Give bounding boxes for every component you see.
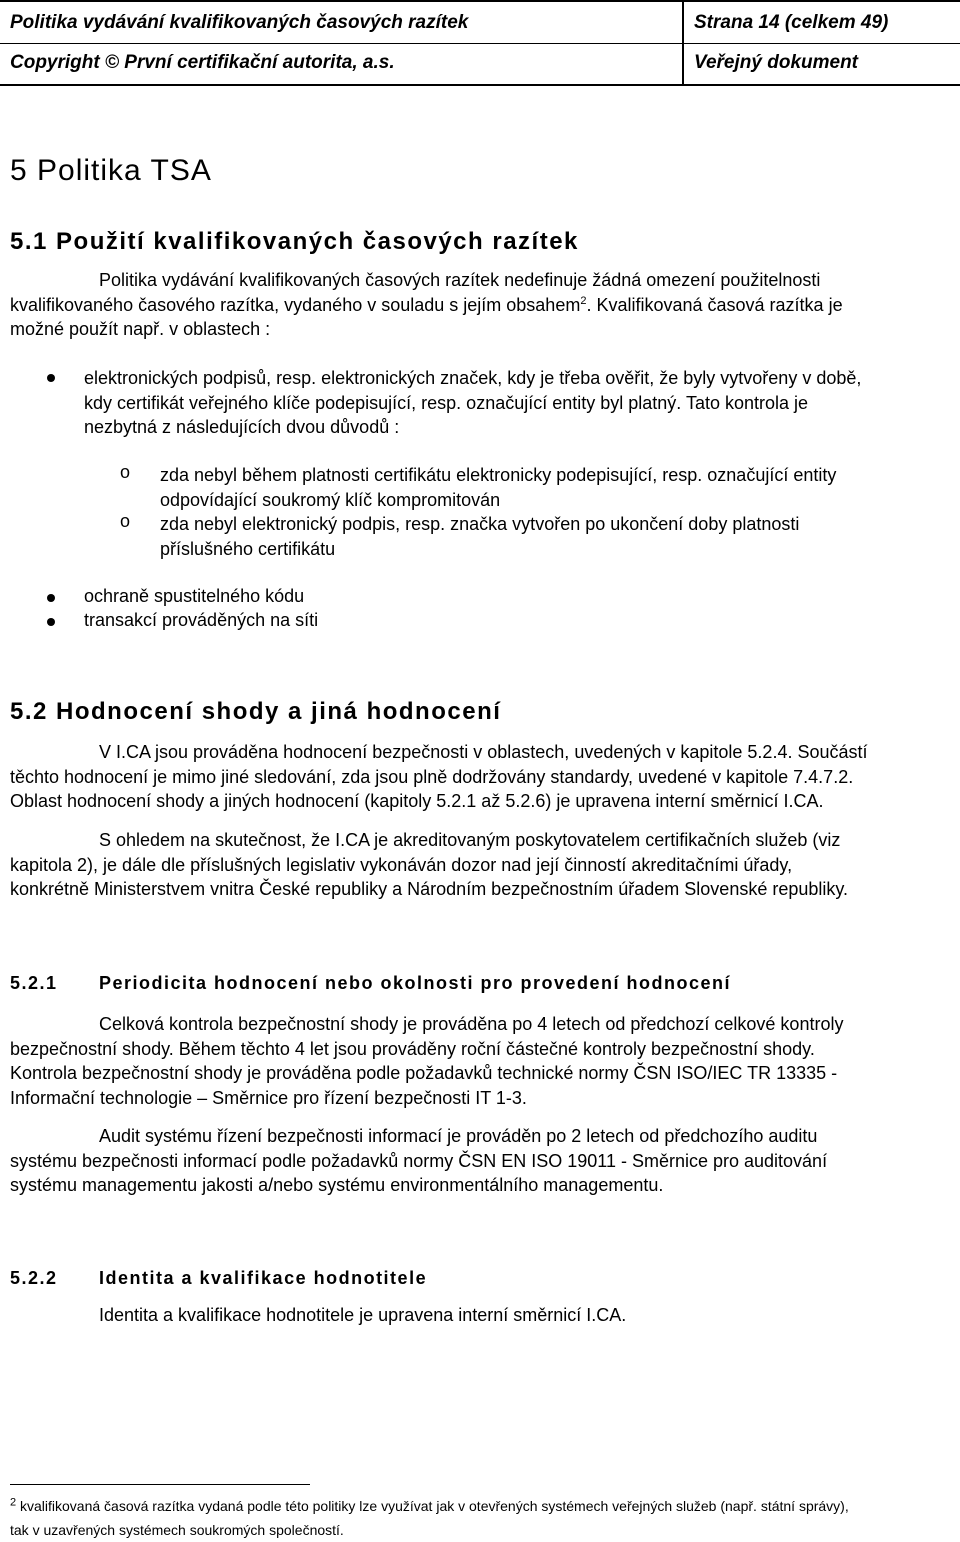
header-title: Politika vydávání kvalifikovaných časových razítek	[10, 12, 469, 33]
header-copyright: Copyright © První certifikační autorita, a.s.	[10, 52, 395, 73]
para-line: zda nebyl během platnosti certifikátu elektronicky podepisující, resp. označující entity	[160, 465, 837, 485]
para-line: Celková kontrola bezpečnostní shody je prováděna po 4 letech od předchozí celkové kontroly	[99, 1014, 844, 1034]
para-line: Audit systému řízení bezpečnosti informací je prováděn po 2 letech od předchozího auditu	[99, 1126, 818, 1146]
footnote-marker: 2	[10, 1496, 17, 1509]
header-separator	[682, 0, 684, 86]
subsection-number-5-2-1: 5.2.1	[10, 973, 58, 993]
subsection-number-5-2-2: 5.2.2	[10, 1268, 58, 1288]
para-line: kapitola 2), je dále dle příslušných legislativ vykonáván dozor nad její činností akreditačními úřady,	[10, 854, 793, 875]
footnote-line: tak v uzavřených systémech soukromých společností.	[10, 1522, 344, 1538]
paragraph-5-1-intro	[10, 268, 954, 342]
para-text: . Kvalifikovaná časová razítka je	[586, 294, 843, 315]
paragraph-5-2-second	[10, 828, 954, 902]
sub-bullet-item-1	[160, 463, 954, 512]
para-line: těchto hodnocení je mimo jiné sledování, zda jsou plně dodržovány standardy, uvedené v kapitole 7.4.7.2.	[10, 766, 854, 787]
para-line: Politika vydávání kvalifikovaných časových razítek nedefinuje žádná omezení použitelnosti	[99, 270, 821, 290]
para-line: odpovídající soukromý klíč kompromitován	[160, 489, 501, 510]
footnote-text: kvalifikovaná časová razítka vydaná podle této politiky lze využívat jak v otevřených systémech veřejných služeb (např. státní správy),	[20, 1498, 849, 1514]
para-line: příslušného certifikátu	[160, 538, 336, 559]
bullet-item-transactions: transakcí prováděných na síti	[84, 610, 319, 630]
para-line: nezbytná z následujících dvou důvodů :	[84, 417, 400, 437]
para-line: systému managementu jakosti a/nebo systému environmentálního managementu.	[10, 1175, 664, 1195]
bullet-icon	[47, 374, 55, 382]
footnote	[10, 1494, 950, 1542]
subsection-heading-5-1: 5.1 Použití kvalifikovaných časových razítek	[10, 228, 579, 255]
bullet-icon	[47, 618, 55, 626]
header-doc-type: Veřejný dokument	[694, 52, 859, 73]
para-line: Informační technologie – Směrnice pro řízení bezpečnosti IT 1-3.	[10, 1087, 527, 1108]
para-line: zda nebyl elektronický podpis, resp. značka vytvořen po ukončení doby platnosti	[160, 514, 800, 534]
para-line: V I.CA jsou prováděna hodnocení bezpečnosti v oblastech, uvedených v kapitole 5.2.4. Součástí	[99, 742, 868, 762]
sub-bullet-item-2	[160, 512, 954, 561]
para-line: Oblast hodnocení shody a jiných hodnocení (kapitoly 5.2.1 až 5.2.6) je upravena interní směrnicí I.CA.	[10, 791, 824, 811]
paragraph-5-2-1-second	[10, 1124, 954, 1198]
para-line: možné použít např. v oblastech :	[10, 319, 271, 339]
paragraph-5-2-2: Identita a kvalifikace hodnotitele je upravena interní směrnicí I.CA.	[99, 1305, 627, 1325]
footnote-rule	[10, 1484, 310, 1485]
header-page: Strana 14 (celkem 49)	[694, 12, 889, 33]
subsection-heading-5-2: 5.2 Hodnocení shody a jiná hodnocení	[10, 698, 502, 725]
para-line: kdy certifikát veřejného klíče podepisující, resp. označující entity byl platný. Tato kontrola je	[84, 392, 809, 413]
header-mid-rule	[0, 43, 960, 44]
footnote-ref: 2	[580, 294, 587, 307]
para-line: elektronických podpisů, resp. elektronických značek, kdy je třeba ověřit, že byly vytvořeny v době,	[84, 368, 862, 388]
para-line: S ohledem na skutečnost, že I.CA je akreditovaným poskytovatelem certifikačních služeb (viz	[99, 830, 841, 850]
bullet-icon	[47, 594, 55, 602]
header-top-rule	[0, 0, 960, 2]
sub-bullet-marker: o	[120, 462, 131, 482]
subsection-title-5-2-1: Periodicita hodnocení nebo okolnosti pro provedení hodnocení	[99, 973, 732, 993]
para-line: bezpečnostní shody. Během těchto 4 let jsou prováděny roční částečné kontroly bezpečnostní shody.	[10, 1038, 815, 1059]
paragraph-5-2-first	[10, 740, 954, 814]
bullet-item-code: ochraně spustitelného kódu	[84, 586, 305, 606]
sub-bullet-marker: o	[120, 511, 131, 531]
para-line: systému bezpečnosti informací podle požadavků normy ČSN EN ISO 19011 - Směrnice pro auditování	[10, 1150, 828, 1171]
para-text: kvalifikovaného časového razítka, vydaného v souladu s jejím obsahem	[10, 294, 581, 315]
header-bottom-rule	[0, 84, 960, 86]
section-heading: 5 Politika TSA	[10, 154, 212, 187]
paragraph-5-2-1-first	[10, 1012, 954, 1110]
footnote-line	[10, 1494, 950, 1518]
para-line	[10, 293, 954, 318]
para-line: konkrétně Ministerstvem vnitra České republiky a Národním bezpečnostním úřadem Slovenské republiky.	[10, 879, 849, 899]
subsection-title-5-2-2: Identita a kvalifikace hodnotitele	[99, 1268, 428, 1288]
bullet-item-signatures	[84, 366, 954, 440]
para-line: Kontrola bezpečnostní shody je prováděna podle požadavků technické normy ČSN ISO/IEC TR 13335 -	[10, 1063, 838, 1083]
